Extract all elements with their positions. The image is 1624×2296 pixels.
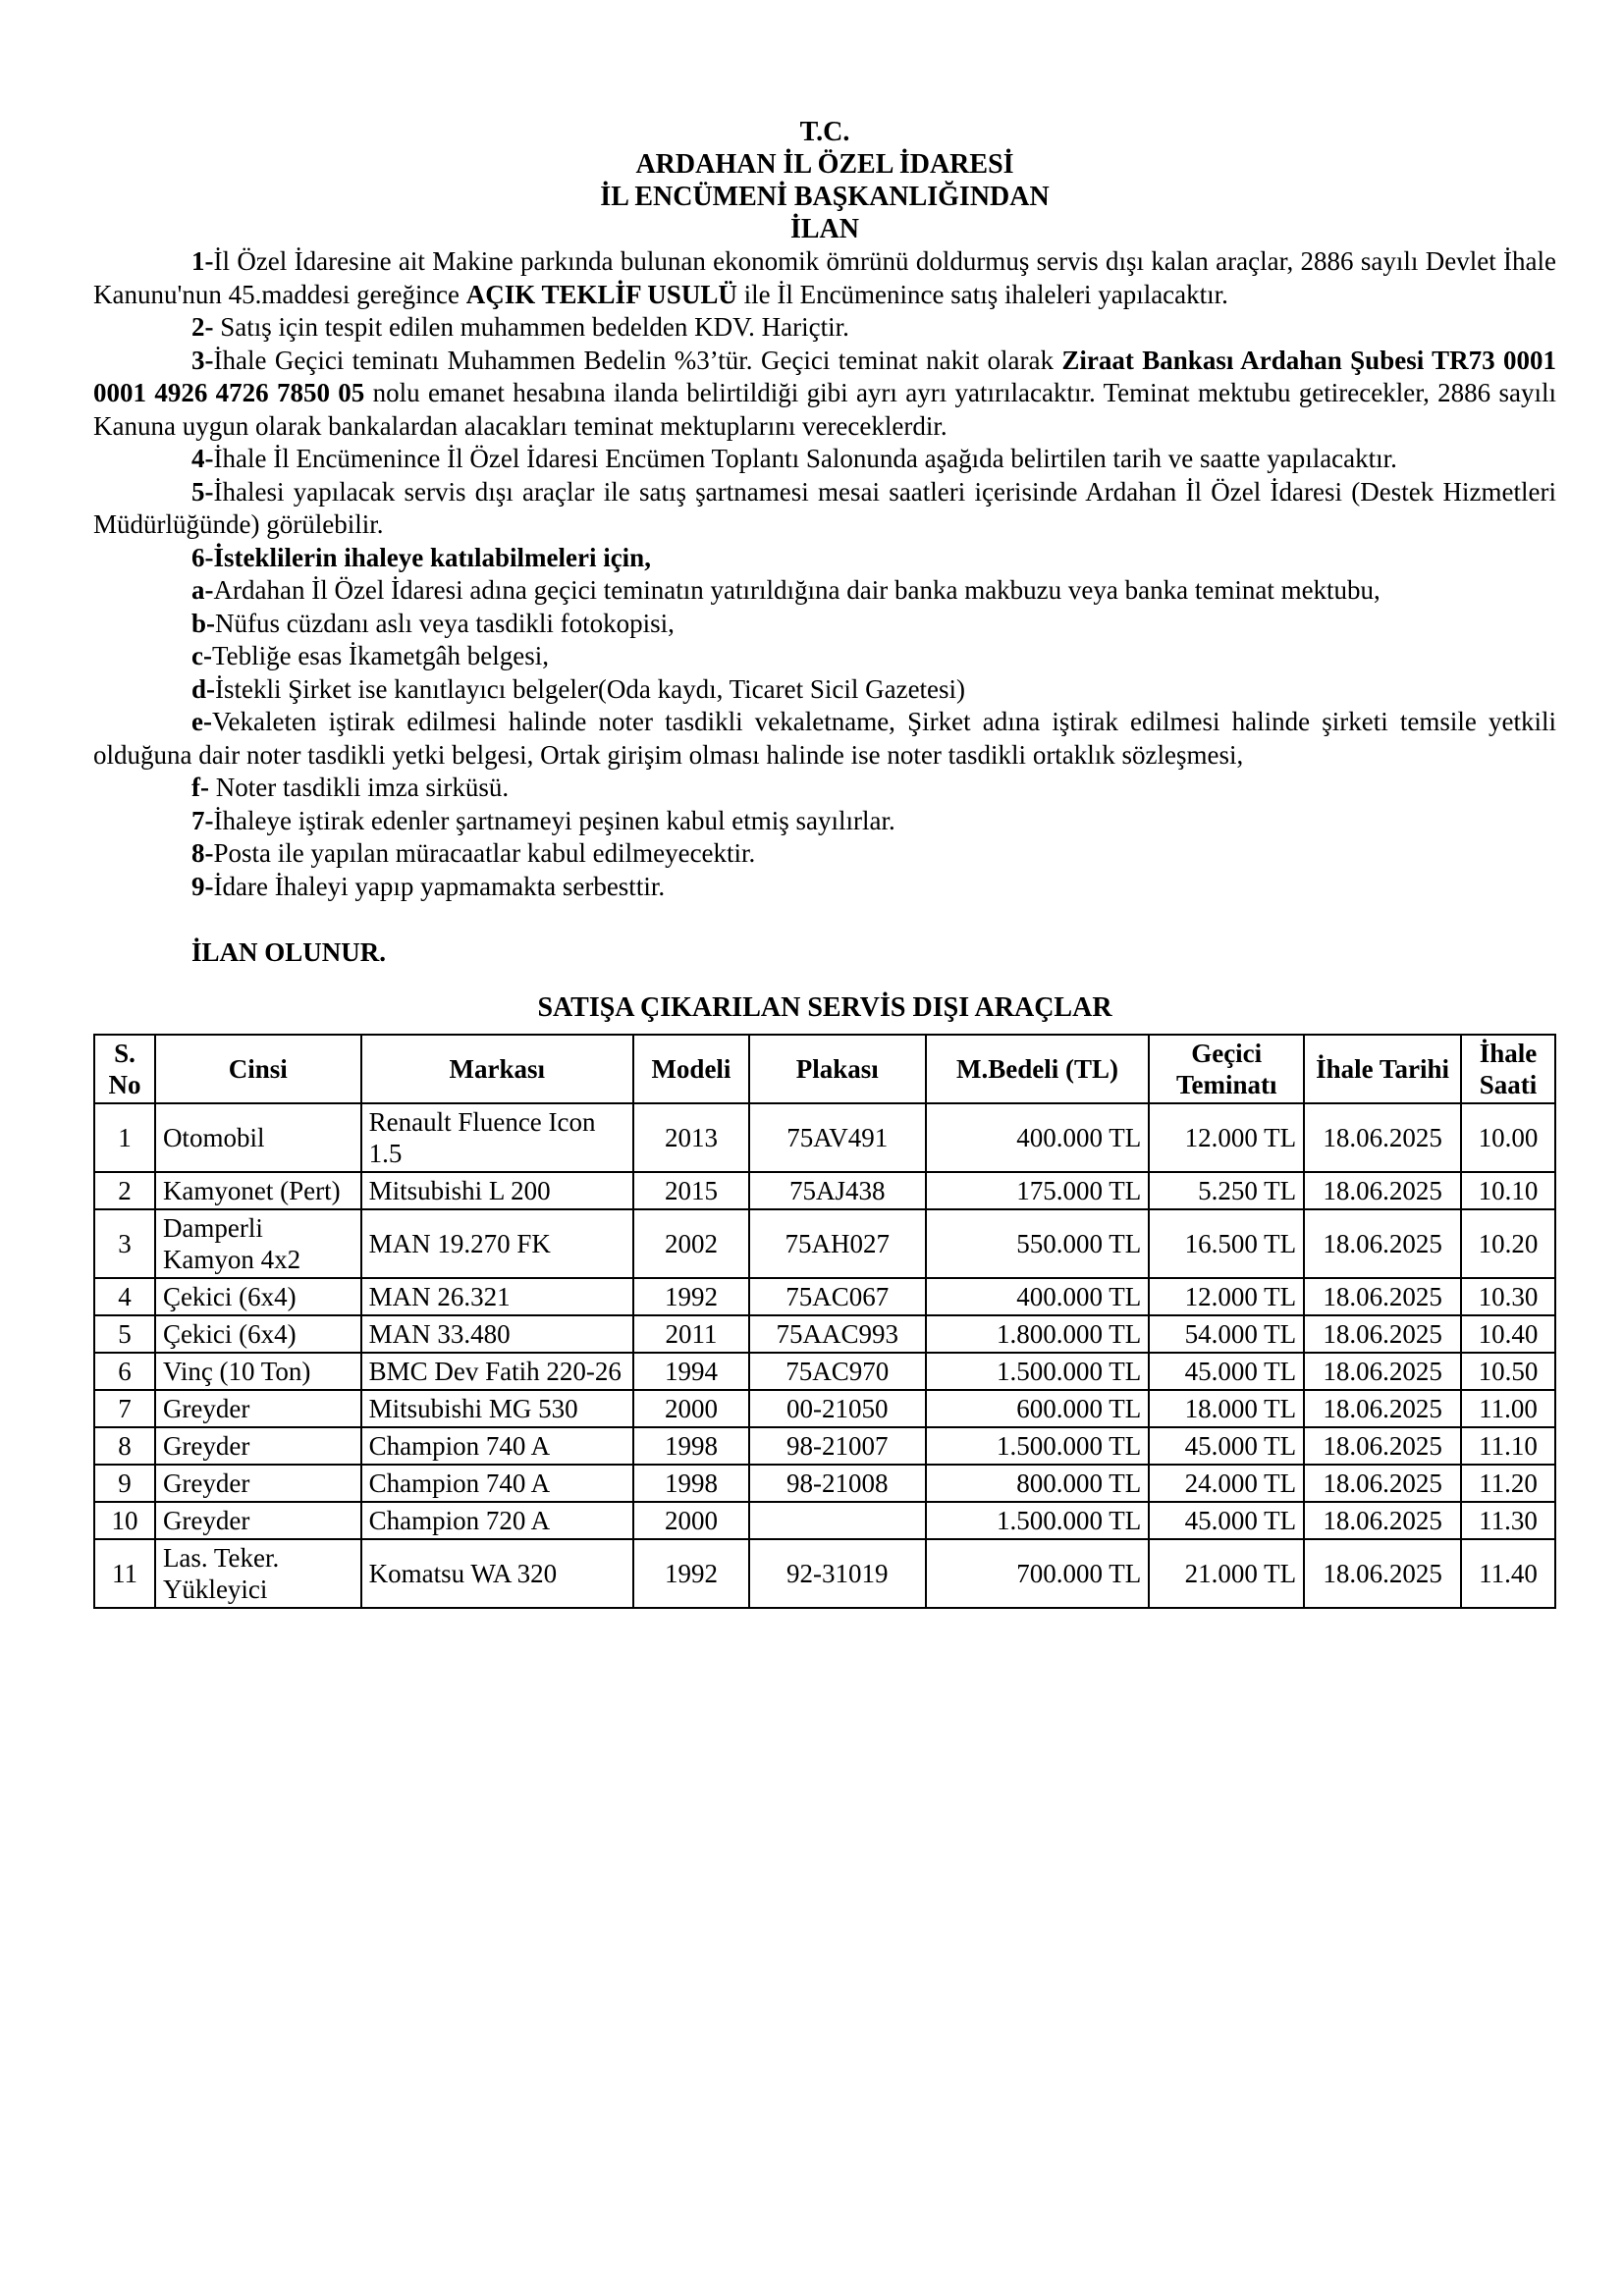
header-tc: T.C.: [799, 117, 850, 147]
cell-no: 11: [94, 1539, 155, 1608]
cell-brand: MAN 26.321: [361, 1278, 633, 1315]
cell-type: Otomobil: [155, 1103, 361, 1172]
paragraph-number: 3-: [191, 345, 214, 375]
paragraph-number: 1-: [191, 246, 214, 276]
cell-model: 2000: [633, 1390, 749, 1427]
paragraph-number: 7-: [191, 805, 214, 835]
cell-plate: 75AAC993: [749, 1315, 926, 1353]
cell-price: 400.000 TL: [926, 1103, 1150, 1172]
paragraph-number: 4-: [191, 444, 214, 473]
cell-plate: 75AC970: [749, 1353, 926, 1390]
item-letter: d-: [191, 673, 216, 704]
paragraph-text: İhalesi yapılacak servis dışı araçlar ile satış şartnamesi mesai saatleri içerisinde Ardahan İl Özel İdaresi (Destek Hizmetleri Müdürlüğünde) görülebilir.: [93, 476, 1556, 539]
paragraph-8: [93, 837, 1556, 871]
paragraph-text: İhaleye iştirak edenler şartnameyi peşinen kabul etmiş sayılırlar.: [213, 805, 895, 835]
item-text: Vekaleten iştirak edilmesi halinde noter tasdikli vekaletname, Şirket adına iştirak edilmesi halinde şirketi temsile yetkili olduğuna dair noter tasdikli yetki belgesi, Ortak girişim olması halinde ise noter tasdikli ortaklık sözleşmesi,: [93, 707, 1556, 770]
column-header: S. No: [94, 1035, 155, 1103]
paragraph-number: 2-: [191, 312, 214, 342]
table-title: SATIŞA ÇIKARILAN SERVİS DIŞI ARAÇLAR: [537, 991, 1112, 1023]
cell-type: Greyder: [155, 1502, 361, 1539]
cell-type: Greyder: [155, 1390, 361, 1427]
cell-no: 7: [94, 1390, 155, 1427]
bold-text: AÇIK TEKLİF USULÜ: [465, 279, 737, 309]
cell-no: 8: [94, 1427, 155, 1465]
cell-guarantee: 45.000 TL: [1149, 1353, 1304, 1390]
cell-price: 400.000 TL: [926, 1278, 1150, 1315]
cell-type: Çekici (6x4): [155, 1278, 361, 1315]
paragraph-9: [93, 871, 1556, 904]
cell-guarantee: 45.000 TL: [1149, 1427, 1304, 1465]
cell-time: 10.50: [1461, 1353, 1555, 1390]
cell-date: 18.06.2025: [1304, 1502, 1461, 1539]
paragraph-2: [93, 311, 1556, 345]
cell-no: 5: [94, 1315, 155, 1353]
paragraph-1: [93, 245, 1556, 311]
table-body: [94, 1103, 1555, 1608]
bank-account: Ziraat Bankası Ardahan Şubesi TR73 0001 0001 4926 4726 7850 05: [93, 345, 1557, 407]
cell-date: 18.06.2025: [1304, 1465, 1461, 1502]
cell-no: 9: [94, 1465, 155, 1502]
cell-price: 700.000 TL: [926, 1539, 1150, 1608]
cell-plate: 00-21050: [749, 1390, 926, 1427]
item-e: [93, 706, 1556, 772]
item-text: Nüfus cüzdanı aslı veya tasdikli fotokopisi,: [215, 608, 675, 638]
cell-time: 10.00: [1461, 1103, 1555, 1172]
paragraph-7: [93, 805, 1556, 838]
cell-plate: 98-21008: [749, 1465, 926, 1502]
table-row: [94, 1353, 1555, 1390]
cell-model: 2002: [633, 1209, 749, 1278]
item-a: [93, 574, 1556, 608]
item-f: [93, 772, 1556, 805]
cell-plate: 98-21007: [749, 1427, 926, 1465]
paragraph-5: [93, 476, 1556, 542]
cell-price: 1.500.000 TL: [926, 1427, 1150, 1465]
closing-text: İLAN OLUNUR.: [191, 937, 387, 967]
cell-type: Kamyonet (Pert): [155, 1172, 361, 1209]
item-d: [93, 673, 1556, 707]
cell-model: 2015: [633, 1172, 749, 1209]
cell-guarantee: 54.000 TL: [1149, 1315, 1304, 1353]
item-letter: e-: [191, 707, 212, 736]
cell-type: Çekici (6x4): [155, 1315, 361, 1353]
cell-model: 1994: [633, 1353, 749, 1390]
paragraph-number: 8-: [191, 838, 214, 868]
cell-no: 10: [94, 1502, 155, 1539]
table-row: [94, 1315, 1555, 1353]
cell-price: 175.000 TL: [926, 1172, 1150, 1209]
cell-brand: Champion 720 A: [361, 1502, 633, 1539]
cell-time: 10.20: [1461, 1209, 1555, 1278]
paragraph-text: İhale Geçici teminatı Muhammen Bedelin %3’tür. Geçici teminat nakit olarak: [213, 345, 1062, 375]
paragraph-text: Satış için tespit edilen muhammen bedelden KDV. Hariçtir.: [213, 312, 849, 342]
item-text: İstekli Şirket ise kanıtlayıcı belgeler(Oda kaydı, Ticaret Sicil Gazetesi): [215, 673, 966, 704]
item-text: Ardahan İl Özel İdaresi adına geçici teminatın yatırıldığına dair banka makbuzu veya banka teminat mektubu,: [213, 575, 1380, 605]
table-header-row: [94, 1035, 1555, 1103]
cell-no: 3: [94, 1209, 155, 1278]
cell-type: Damperli Kamyon 4x2: [155, 1209, 361, 1278]
column-header: İhale Tarihi: [1304, 1035, 1461, 1103]
item-c: [93, 640, 1556, 673]
paragraph-text: Posta ile yapılan müracaatlar kabul edilmeyecektir.: [213, 838, 756, 868]
column-header: Geçici Teminatı: [1149, 1035, 1304, 1103]
paragraph-text: ile İl Encümenince satış ihaleleri yapılacaktır.: [736, 279, 1228, 309]
cell-price: 1.800.000 TL: [926, 1315, 1150, 1353]
cell-model: 1998: [633, 1427, 749, 1465]
cell-date: 18.06.2025: [1304, 1278, 1461, 1315]
cell-time: 11.30: [1461, 1502, 1555, 1539]
cell-brand: Champion 740 A: [361, 1465, 633, 1502]
cell-time: 11.10: [1461, 1427, 1555, 1465]
column-header: İhale Saati: [1461, 1035, 1555, 1103]
item-text: Noter tasdikli imza sirküsü.: [208, 773, 510, 802]
cell-price: 1.500.000 TL: [926, 1353, 1150, 1390]
paragraph-text: nolu emanet hesabına ilanda belirtildiği gibi ayrı ayrı yatırılacaktır. Teminat mektubu getirecekler, 2886 sayılı Kanuna uygun olarak bankalardan alacakları teminat mektuplarını vereceklerdir.: [93, 378, 1556, 441]
item-b: [93, 608, 1556, 641]
column-header: Plakası: [749, 1035, 926, 1103]
cell-time: 10.30: [1461, 1278, 1555, 1315]
cell-type: Vinç (10 Ton): [155, 1353, 361, 1390]
cell-price: 550.000 TL: [926, 1209, 1150, 1278]
table-row: [94, 1103, 1555, 1172]
cell-guarantee: 45.000 TL: [1149, 1502, 1304, 1539]
table-row: [94, 1172, 1555, 1209]
table-row: [94, 1465, 1555, 1502]
cell-no: 1: [94, 1103, 155, 1172]
cell-date: 18.06.2025: [1304, 1172, 1461, 1209]
table-row: [94, 1209, 1555, 1278]
cell-price: 800.000 TL: [926, 1465, 1150, 1502]
cell-price: 1.500.000 TL: [926, 1502, 1150, 1539]
cell-brand: Renault Fluence Icon 1.5: [361, 1103, 633, 1172]
header-ilan: İLAN: [789, 214, 859, 244]
cell-guarantee: 12.000 TL: [1149, 1278, 1304, 1315]
cell-brand: Mitsubishi MG 530: [361, 1390, 633, 1427]
cell-time: 11.00: [1461, 1390, 1555, 1427]
cell-date: 18.06.2025: [1304, 1103, 1461, 1172]
cell-price: 600.000 TL: [926, 1390, 1150, 1427]
cell-brand: MAN 33.480: [361, 1315, 633, 1353]
cell-model: 2013: [633, 1103, 749, 1172]
cell-plate: 75AJ438: [749, 1172, 926, 1209]
paragraph-number: 5-: [191, 476, 214, 507]
cell-brand: Champion 740 A: [361, 1427, 633, 1465]
table-row: [94, 1390, 1555, 1427]
cell-model: 2011: [633, 1315, 749, 1353]
cell-brand: Mitsubishi L 200: [361, 1172, 633, 1209]
cell-date: 18.06.2025: [1304, 1315, 1461, 1353]
paragraph-number: 9-: [191, 871, 214, 901]
cell-type: Las. Teker. Yükleyici: [155, 1539, 361, 1608]
item-text: Tebliğe esas İkametgâh belgesi,: [211, 641, 549, 670]
cell-date: 18.06.2025: [1304, 1209, 1461, 1278]
announcement-page: [93, 116, 1556, 1609]
cell-plate: 92-31019: [749, 1539, 926, 1608]
cell-date: 18.06.2025: [1304, 1539, 1461, 1608]
cell-model: 1992: [633, 1278, 749, 1315]
cell-time: 11.40: [1461, 1539, 1555, 1608]
header-institution: ARDAHAN İL ÖZEL İDARESİ: [635, 149, 1014, 180]
table-row: [94, 1502, 1555, 1539]
table-row: [94, 1539, 1555, 1608]
cell-brand: MAN 19.270 FK: [361, 1209, 633, 1278]
cell-no: 2: [94, 1172, 155, 1209]
column-header: M.Bedeli (TL): [926, 1035, 1150, 1103]
cell-guarantee: 21.000 TL: [1149, 1539, 1304, 1608]
column-header: Modeli: [633, 1035, 749, 1103]
cell-time: 10.40: [1461, 1315, 1555, 1353]
cell-no: 6: [94, 1353, 155, 1390]
cell-plate: 75AV491: [749, 1103, 926, 1172]
cell-brand: BMC Dev Fatih 220-26: [361, 1353, 633, 1390]
item-letter: a-: [191, 575, 214, 605]
item-letter: c-: [191, 641, 212, 670]
cell-brand: Komatsu WA 320: [361, 1539, 633, 1608]
paragraph-3: [93, 345, 1556, 444]
vehicles-table: [93, 1034, 1556, 1609]
paragraph-text: İl Özel İdaresine ait Makine parkında bulunan ekonomik ömrünü doldurmuş servis dışı kalan araçlar, 2886 sayılı Devlet İhale Kanunu'nun 45.maddesi gereğince: [93, 246, 1556, 309]
cell-model: 2000: [633, 1502, 749, 1539]
column-header: Markası: [361, 1035, 633, 1103]
cell-type: Greyder: [155, 1465, 361, 1502]
item-letter: b-: [191, 608, 216, 638]
paragraph-text: İhale İl Encümenince İl Özel İdaresi Encümen Toplantı Salonunda aşağıda belirtilen tarih ve saatte yapılacaktır.: [213, 444, 1397, 473]
cell-no: 4: [94, 1278, 155, 1315]
cell-plate: 75AC067: [749, 1278, 926, 1315]
paragraph-text: İdare İhaleyi yapıp yapmamakta serbesttir.: [213, 871, 666, 901]
table-row: [94, 1278, 1555, 1315]
cell-guarantee: 24.000 TL: [1149, 1465, 1304, 1502]
cell-model: 1998: [633, 1465, 749, 1502]
cell-time: 11.20: [1461, 1465, 1555, 1502]
cell-type: Greyder: [155, 1427, 361, 1465]
cell-guarantee: 16.500 TL: [1149, 1209, 1304, 1278]
cell-guarantee: 18.000 TL: [1149, 1390, 1304, 1427]
cell-guarantee: 5.250 TL: [1149, 1172, 1304, 1209]
header-council: İL ENCÜMENİ BAŞKANLIĞINDAN: [600, 182, 1050, 212]
cell-date: 18.06.2025: [1304, 1427, 1461, 1465]
cell-model: 1992: [633, 1539, 749, 1608]
column-header: Cinsi: [155, 1035, 361, 1103]
cell-date: 18.06.2025: [1304, 1353, 1461, 1390]
table-row: [94, 1427, 1555, 1465]
cell-plate: 75AH027: [749, 1209, 926, 1278]
cell-guarantee: 12.000 TL: [1149, 1103, 1304, 1172]
cell-date: 18.06.2025: [1304, 1390, 1461, 1427]
cell-time: 10.10: [1461, 1172, 1555, 1209]
paragraph-6: 6-İsteklilerin ihaleye katılabilmeleri için,: [191, 542, 651, 572]
cell-plate: [749, 1502, 926, 1539]
paragraph-4: [93, 443, 1556, 476]
item-letter: f-: [191, 773, 209, 802]
